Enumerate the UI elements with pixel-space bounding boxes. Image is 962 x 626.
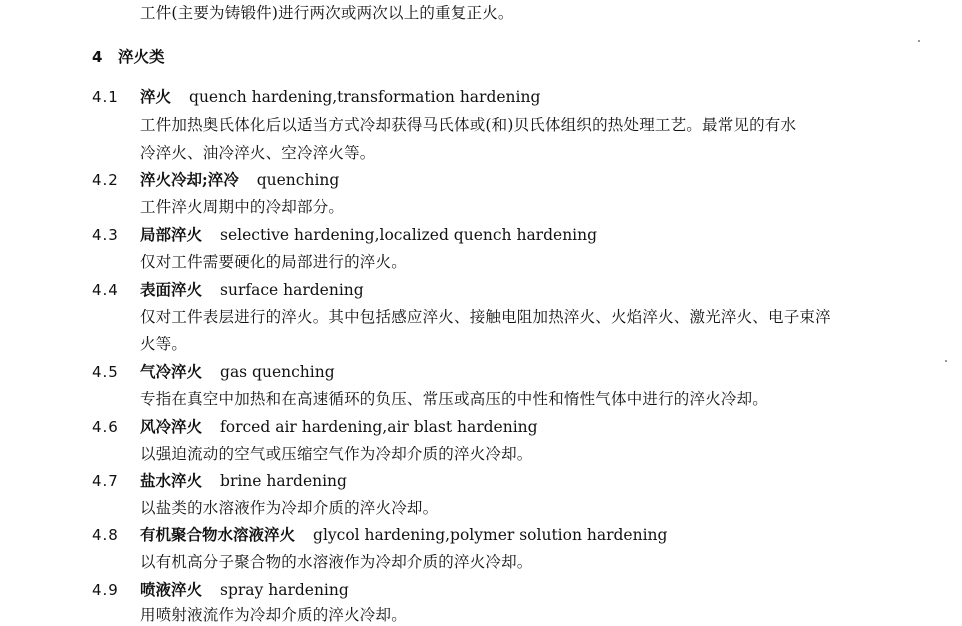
entry-term	[140, 524, 667, 546]
entry-definition: 火等。	[140, 335, 188, 353]
scan-speck	[945, 360, 947, 362]
entry-definition: 冷淬火、油冷淬火、空冷淬火等。	[140, 144, 376, 162]
entry-definition: 以有机高分子聚合物的水溶液作为冷却介质的淬火冷却。	[140, 553, 533, 571]
term-chinese: 淬火	[140, 87, 172, 106]
entry-definition: 以盐类的水溶液作为冷却介质的淬火冷却。	[140, 499, 439, 517]
term-english: gas quenching	[220, 363, 335, 381]
term-english: glycol hardening,polymer solution hardening	[313, 526, 668, 544]
section-number: 4	[92, 48, 104, 66]
term-english: surface hardening	[220, 281, 364, 299]
entry-definition: 工件加热奥氏体化后以适当方式冷却获得马氏体或(和)贝氏体组织的热处理工艺。最常见的有水	[140, 116, 797, 134]
entry-term	[140, 470, 347, 492]
term-chinese: 风冷淬火	[140, 417, 203, 436]
entry-term	[140, 224, 597, 246]
scan-speck	[918, 40, 920, 42]
entry-definition: 用喷射液流作为冷却介质的淬火冷却。	[140, 606, 407, 624]
term-chinese: 淬火冷却;淬冷	[140, 170, 239, 189]
term-english: forced air hardening,air blast hardening	[220, 418, 538, 436]
term-english: spray hardening	[220, 581, 349, 599]
entry-number: 4.2	[92, 171, 119, 189]
section-title: 淬火类	[118, 47, 165, 66]
entry-definition: 仅对工件表层进行的淬火。其中包括感应淬火、接触电阻加热淬火、火焰淬火、激光淬火、电子束淬	[140, 308, 831, 326]
entry-number: 4.6	[92, 418, 119, 436]
entry-term	[140, 416, 538, 438]
term-english: brine hardening	[220, 472, 347, 490]
entry-number: 4.1	[92, 88, 119, 106]
term-chinese: 局部淬火	[140, 225, 203, 244]
entry-definition: 工件淬火周期中的冷却部分。	[140, 198, 345, 216]
term-english: selective hardening,localized quench hardening	[220, 226, 598, 244]
intro-line: 工件(主要为铸锻件)进行两次或两次以上的重复正火。	[140, 4, 514, 22]
term-chinese: 盐水淬火	[140, 471, 203, 490]
entry-definition: 专指在真空中加热和在高速循环的负压、常压或高压的中性和惰性气体中进行的淬火冷却。	[140, 390, 769, 408]
entry-term	[140, 361, 335, 383]
entry-number: 4.9	[92, 581, 119, 599]
entry-number: 4.7	[92, 472, 119, 490]
term-chinese: 喷液淬火	[140, 580, 203, 599]
term-english: quenching	[256, 171, 340, 189]
term-chinese: 表面淬火	[140, 280, 203, 299]
term-chinese: 有机聚合物水溶液淬火	[140, 525, 296, 544]
entry-number: 4.4	[92, 281, 119, 299]
entry-term	[140, 169, 339, 191]
entry-number: 4.5	[92, 363, 119, 381]
entry-number: 4.3	[92, 226, 119, 244]
entry-definition: 以强迫流动的空气或压缩空气作为冷却介质的淬火冷却。	[140, 445, 533, 463]
entry-definition: 仅对工件需要硬化的局部进行的淬火。	[140, 253, 407, 271]
term-chinese: 气冷淬火	[140, 362, 203, 381]
entry-term	[140, 579, 349, 601]
entry-number: 4.8	[92, 526, 119, 544]
entry-term	[140, 86, 540, 108]
entry-term	[140, 279, 364, 301]
term-english: quench hardening,transformation hardening	[189, 88, 541, 106]
